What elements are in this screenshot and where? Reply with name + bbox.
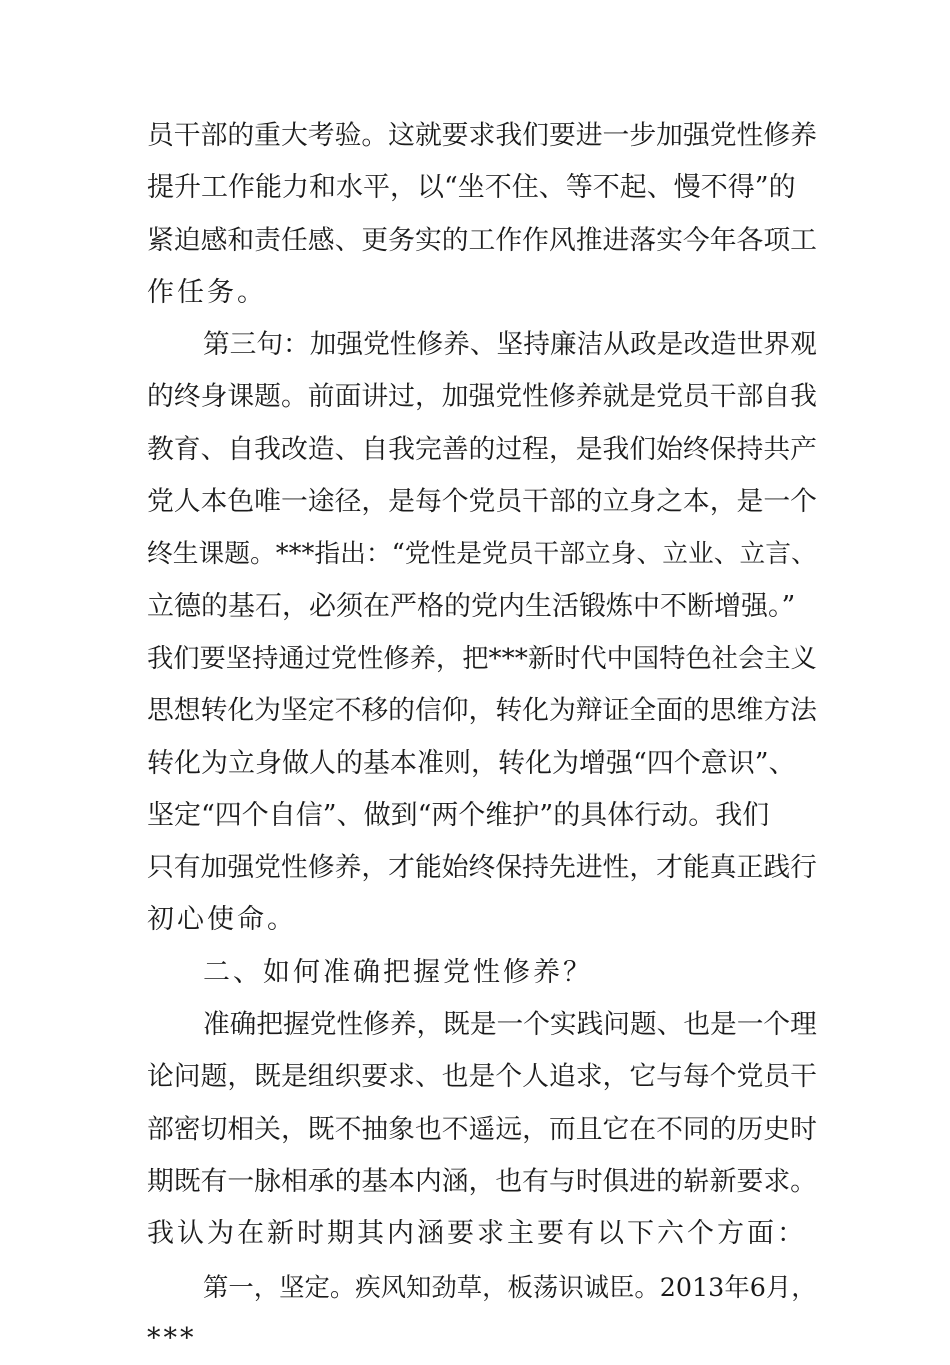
- paragraph-start-line: 第一，坚定。疾风知劲草，板荡识诚臣。2013年6月，: [203, 1271, 817, 1302]
- text-line: ***: [147, 1322, 197, 1354]
- text-line: 我们要坚持通过党性修养，把***新时代中国特色社会主义: [147, 643, 817, 674]
- text-line: 终生课题。***指出：“党性是党员干部立身、立业、立言、: [147, 539, 817, 570]
- text-line: 员干部的重大考验。这就要求我们要进一步加强党性修养: [147, 120, 817, 151]
- text-line: 的终身课题。前面讲过，加强党性修养就是党员干部自我: [147, 381, 817, 413]
- text-line: 提升工作能力和水平，以“坐不住、等不起、慢不得”的: [147, 172, 796, 204]
- text-line: 我认为在新时期其内涵要求主要有以下六个方面：: [147, 1218, 807, 1250]
- body-text: [147, 110, 817, 1365]
- text-line: 坚定“四个自信”、做到“两个维护”的具体行动。我们: [147, 799, 770, 831]
- text-line: 紧迫感和责任感、更务实的工作作风推进落实今年各项工: [147, 224, 817, 256]
- text-line: 党人本色唯一途径，是每个党员干部的立身之本，是一个: [147, 486, 817, 518]
- text-line: 部密切相关，既不抽象也不遥远，而且它在不同的历史时: [147, 1113, 817, 1145]
- text-line: 期既有一脉相承的基本内涵，也有与时俱进的崭新要求。: [147, 1165, 817, 1197]
- text-line: 思想转化为坚定不移的信仰，转化为辩证全面的思维方法: [147, 695, 817, 727]
- section-heading: 二、如何准确把握党性修养？: [203, 956, 593, 988]
- text-line: 教育、自我改造、自我完善的过程，是我们始终保持共产: [147, 433, 817, 465]
- paragraph-start-line: 第三句：加强党性修养、坚持廉洁从政是改造世界观: [203, 329, 817, 361]
- paragraph-start-line: 准确把握党性修养，既是一个实践问题、也是一个理: [203, 1009, 817, 1041]
- text-line: 只有加强党性修养，才能始终保持先进性，才能真正践行: [147, 852, 817, 884]
- text-line: 转化为立身做人的基本准则，转化为增强“四个意识”、: [147, 747, 796, 779]
- text-line: 立德的基石，必须在严格的党内生活锻炼中不断增强。”: [147, 590, 796, 622]
- text-line: 论问题，既是组织要求、也是个人追求，它与每个党员干: [147, 1061, 817, 1093]
- text-line: 作任务。: [147, 276, 267, 308]
- text-line: 初心使命。: [147, 904, 297, 936]
